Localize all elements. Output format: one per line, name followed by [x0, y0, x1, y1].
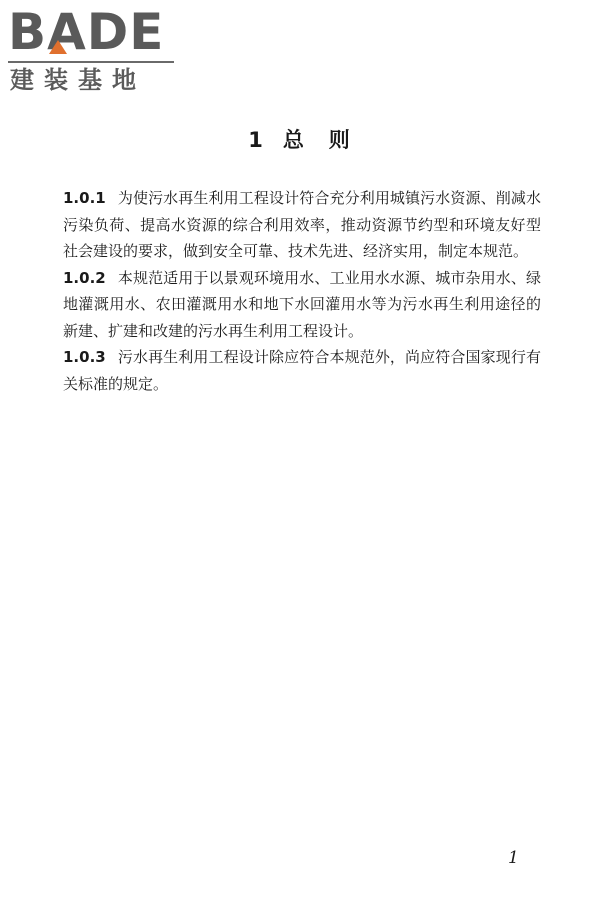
clause-number: 1.0.2 — [63, 268, 106, 287]
clause-list — [63, 185, 541, 397]
page-number: 1 — [508, 848, 519, 868]
logo-accent-triangle — [49, 40, 67, 54]
logo-divider — [8, 61, 174, 63]
clause-number: 1.0.1 — [63, 189, 106, 207]
clause-number: 1.0.3 — [63, 348, 106, 366]
clause-1-0-3 — [63, 344, 541, 397]
clause-text: 为使污水再生利用工程设计符合充分利用城镇污水资源、削减水污染负荷、提高水资源的综合利用效率，推动资源节约型和环境友好型社会建设的要求，做到安全可靠、技术先进、经济实用，制定本规范。 — [63, 189, 541, 260]
chapter-title — [0, 124, 600, 154]
clause-text: 污水再生利用工程设计除应符合本规范外，尚应符合国家现行有关标准的规定。 — [63, 348, 541, 393]
chapter-number: 1 — [248, 128, 265, 152]
clause-text: 本规范适用于以景观环境用水、工业用水水源、城市杂用水、绿地灌溉用水、农田灌溉用水和地下水回灌用水等为污水再生利用途径的新建、扩建和改建的污水再生利用工程设计。 — [63, 268, 541, 340]
logo-subtitle: 建装基地 — [10, 66, 146, 94]
chapter-name: 总 则 — [282, 128, 352, 152]
clause-1-0-1 — [63, 185, 541, 265]
clause-1-0-2 — [63, 265, 541, 345]
logo-wordmark: BADE — [8, 3, 165, 61]
bade-logo — [8, 4, 178, 94]
